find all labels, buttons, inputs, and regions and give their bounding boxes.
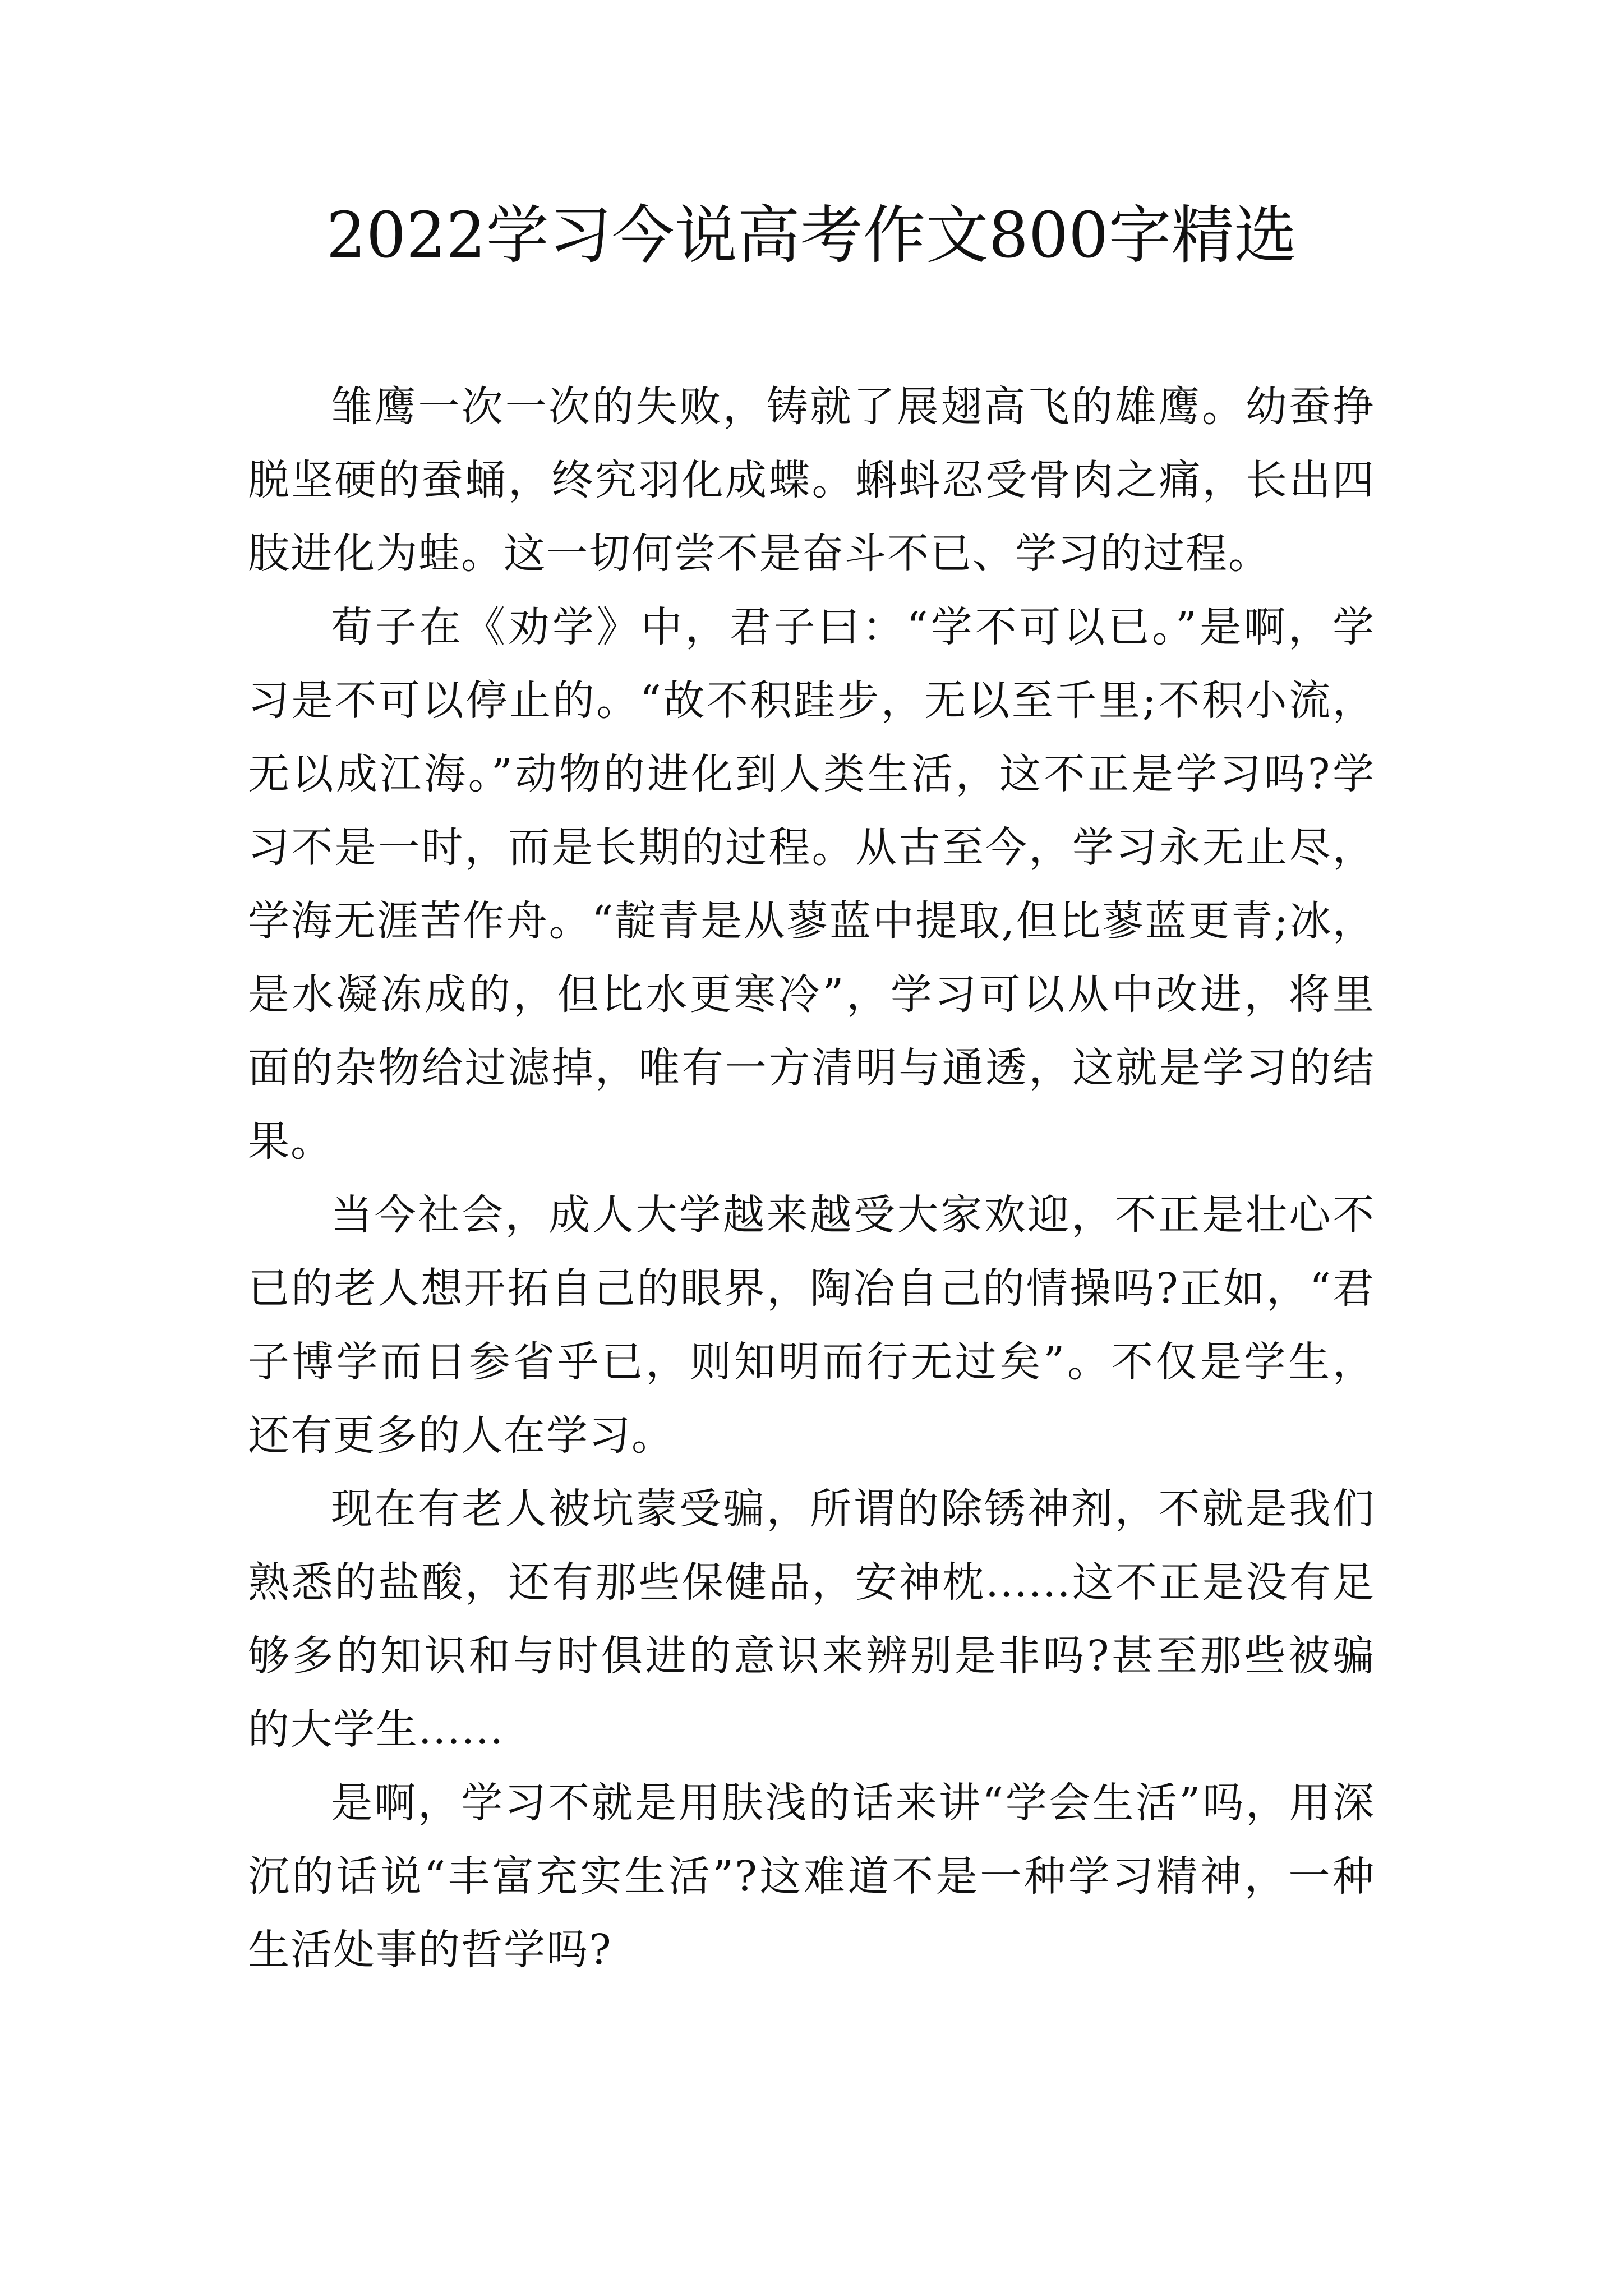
paragraph-5: 是啊，学习不就是用肤浅的话来讲“学会生活”吗，用深沉的话说“丰富充实生活”?这难道不是一种学习精神，一种生活处事的哲学吗? xyxy=(248,1779,1375,1974)
paragraph-1: 雏鹰一次一次的失败，铸就了展翅高飞的雄鹰。幼蚕挣脱坚硬的蚕蛹，终究羽化成蝶。蝌蚪忍受骨肉之痛，长出四肢进化为蛙。这一切何尝不是奋斗不已、学习的过程。 xyxy=(248,383,1375,578)
essay-body xyxy=(248,370,1375,1987)
page-title: 2022学习今说高考作文800字精选 xyxy=(326,199,1297,272)
paragraph-4: 现在有老人被坑蒙受骗，所谓的除锈神剂，不就是我们熟悉的盐酸，还有那些保健品，安神枕......这不正是没有足够多的知识和与时俱进的意识来辨别是非吗?甚至那些被骗的大学生...... xyxy=(248,1485,1375,1754)
paragraph-2: 荀子在《劝学》中，君子曰：“学不可以已。”是啊，学习是不可以停止的。“故不积跬步，无以至千里;不积小流，无以成江海。”动物的进化到人类生活，这不正是学习吗?学习不是一时，而是长期的过程。从古至今，学习永无止尽，学海无涯苦作舟。“靛青是从蓼蓝中提取,但比蓼蓝更青;冰，是水凝冻成的，但比水更寒冷”，学习可以从中改进，将里面的杂物给过滤掉，唯有一方清明与通透，这就是学习的结果。 xyxy=(248,603,1375,1166)
paragraph-3: 当今社会，成人大学越来越受大家欢迎，不正是壮心不已的老人想开拓自己的眼界，陶冶自己的情操吗?正如，“君子博学而日参省乎已，则知明而行无过矣”。不仅是学生，还有更多的人在学习。 xyxy=(248,1191,1375,1460)
